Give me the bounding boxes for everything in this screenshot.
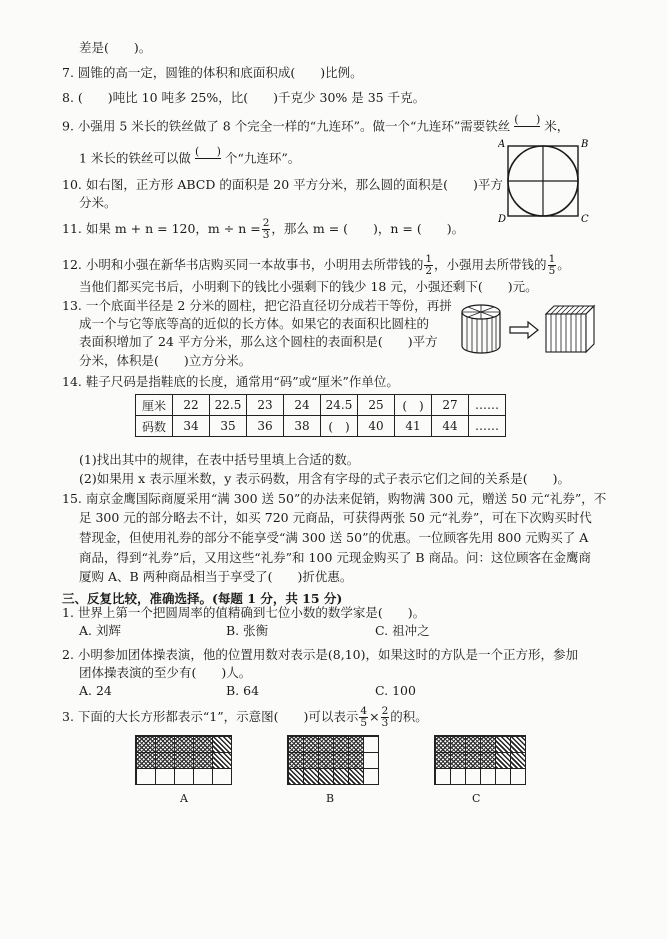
question-12-line-1 (62, 254, 570, 277)
table-cell: 38 (284, 416, 321, 437)
question-11 (62, 218, 464, 241)
choice-2-option-a[interactable]: A. 24 (79, 683, 112, 698)
label-b: B (581, 139, 589, 150)
question-12-line-2: 当他们都买完书后，小明剩下的钱比小强剩下的钱少 18 元，小强还剩下( )元。 (79, 279, 538, 294)
choice-1-option-c[interactable]: C. 祖冲之 (375, 623, 430, 638)
c3-text-b: 的积。 (390, 709, 428, 724)
square-circle-figure (498, 138, 590, 224)
table-cell: 22 (173, 395, 210, 416)
q12-text-a: 12. 小明和小强在新华书店购买同一本故事书，小明用去所带钱的 (62, 257, 424, 272)
c3-fraction-2 (381, 706, 390, 729)
q12-text-c: 。 (557, 257, 570, 272)
q9-text-b: 米， (544, 118, 570, 134)
choice-2-question-cont: 团体操表演的至少有( )人。 (79, 665, 252, 680)
label-d: D (498, 214, 507, 224)
question-10-line-2: 分米。 (79, 195, 117, 210)
table-cell-blank[interactable]: ( ) (395, 395, 432, 416)
question-14-title: 14. 鞋子尺码是指鞋底的长度，通常用“码”或“厘米”作单位。 (62, 374, 399, 389)
q9-text-c: 1 米长的铁丝可以做 (79, 150, 191, 166)
question-9-line-1 (62, 116, 569, 138)
q6-tail: 差是( )。 (79, 40, 152, 55)
c3-fraction-1 (359, 706, 368, 729)
choice-2-option-c[interactable]: C. 100 (375, 683, 416, 698)
table-cell: 24 (284, 395, 321, 416)
q11-numerator: 2 (262, 217, 270, 229)
choice-1-option-a[interactable]: A. 刘辉 (79, 623, 121, 638)
q12-f2-numerator: 1 (548, 253, 556, 265)
question-7: 7. 圆锥的高一定，圆锥的体积和底面积成( )比例。 (62, 65, 363, 80)
option-b-diagram[interactable] (287, 735, 379, 785)
label-a: A (498, 139, 506, 150)
table-cell: 27 (432, 395, 469, 416)
c3-f1-denominator: 5 (360, 717, 368, 729)
q11-fraction (262, 218, 271, 241)
table-cell: 40 (358, 416, 395, 437)
question-10-line-1: 10. 如右图，正方形 ABCD 的面积是 20 平方分米，那么圆的面积是( )平方 (62, 177, 503, 192)
table-cell: 44 (432, 416, 469, 437)
table-cell: 41 (395, 416, 432, 437)
question-15-line-3: 替现金，但使用礼券的部分不能享受“满 300 送 50”的优惠。一位顾客先用 800 元购买了 A (79, 530, 589, 545)
label-c: C (581, 214, 589, 224)
q12-f1-numerator: 1 (425, 253, 433, 265)
question-14-part-1: (1)找出其中的规律，在表中括号里填上合适的数。 (79, 452, 360, 467)
table-cell: 22.5 (210, 395, 247, 416)
cylinder-to-cuboid-figure (458, 302, 598, 356)
q11-text-a: 11. 如果 m + n = 120，m ÷ n = (62, 221, 261, 236)
table-cell: 厘米 (136, 395, 173, 416)
question-15-line-4: 商品，得到“礼券”后，又用这些“礼券”和 100 元现金购买了 B 商品。问：这位顾客在金鹰商 (79, 550, 592, 565)
question-15-line-2: 足 300 元的部分略去不计，如买 720 元商品，可获得两张 50 元“礼券”，可在下次购买时代 (79, 510, 592, 525)
q9-blank-fraction-2[interactable] (193, 148, 223, 170)
choice-3-question (62, 706, 428, 729)
question-13-line-1: 13. 一个底面半径是 2 分米的圆柱，把它沿直径切分成若干等份，再拼 (62, 298, 452, 313)
option-a-label: A (180, 792, 188, 805)
question-15-line-5: 厦购 A、B 两种商品相当于享受了( )折优惠。 (79, 569, 353, 584)
q9-blank-fraction-1[interactable] (512, 116, 542, 138)
q12-fraction-1 (424, 254, 433, 277)
shoe-size-table (135, 394, 506, 437)
table-cell: 25 (358, 395, 395, 416)
q12-f2-denominator: 5 (548, 265, 556, 277)
table-cell: 35 (210, 416, 247, 437)
option-a-diagram[interactable] (135, 735, 232, 785)
table-cell: 23 (247, 395, 284, 416)
question-13-line-4: 分米，体积是( )立方分米。 (79, 353, 252, 368)
choice-2-question: 2. 小明参加团体操表演，他的位置用数对表示是(8,10)，如果这时的方队是一个正方形，参加 (62, 647, 578, 662)
choice-2-option-b[interactable]: B. 64 (226, 683, 260, 698)
table-cell: 34 (173, 416, 210, 437)
q11-text-b: ，那么 m = ( )，n = ( )。 (271, 221, 465, 236)
c3-f1-numerator: 4 (360, 705, 368, 717)
question-13-line-3: 表面积增加了 24 平方分米，那么这个圆柱的表面积是( )平方 (79, 334, 438, 349)
question-14-part-2: (2)如果用 x 表示厘米数，y 表示码数，用含有字母的式子表示它们之间的关系是( )。 (79, 471, 570, 486)
question-8: 8. ( )吨比 10 吨多 25%，比( )千克少 30% 是 35 千克。 (62, 90, 426, 105)
table-cell: …… (469, 416, 506, 437)
choice-1-option-b[interactable]: B. 张衡 (226, 623, 269, 638)
option-b-label: B (326, 792, 335, 805)
c3-times: × (369, 709, 380, 724)
q12-f1-denominator: 2 (425, 265, 433, 277)
option-c-label: C (472, 792, 481, 805)
q12-fraction-2 (548, 254, 557, 277)
c3-f2-numerator: 2 (381, 705, 389, 717)
table-cell: 36 (247, 416, 284, 437)
question-13-line-2: 成一个与它等底等高的近似的长方体。如果它的表面积比圆柱的 (79, 316, 430, 331)
q11-denominator: 3 (262, 229, 270, 241)
c3-text-a: 3. 下面的大长方形都表示“1”，示意图( )可以表示 (62, 709, 359, 724)
q9-text-d: 个“九连环”。 (224, 150, 301, 166)
table-row (136, 395, 506, 416)
question-15-line-1: 15. 南京金鹰国际商厦采用“满 300 送 50”的办法来促销，购物满 300 元，赠送 50 元“礼券”，不 (62, 491, 607, 506)
c3-f2-denominator: 3 (381, 717, 389, 729)
question-9-line-2 (79, 148, 300, 170)
choice-1-question: 1. 世界上第一个把圆周率的值精确到七位小数的数学家是( )。 (62, 605, 426, 620)
table-cell: 码数 (136, 416, 173, 437)
table-cell-blank[interactable]: ( ) (321, 416, 358, 437)
q9-text-a: 9. 小强用 5 米长的铁丝做了 8 个完全一样的“九连环”。做一个“九连环”需要铁丝 (62, 118, 511, 134)
option-c-diagram[interactable] (434, 735, 526, 785)
table-cell: …… (469, 395, 506, 416)
table-cell: 24.5 (321, 395, 358, 416)
q12-text-b: ，小强用去所带钱的 (434, 257, 547, 272)
table-row (136, 416, 506, 437)
section-3-heading: 三、反复比较，准确选择。(每题 1 分，共 15 分) (62, 591, 343, 606)
